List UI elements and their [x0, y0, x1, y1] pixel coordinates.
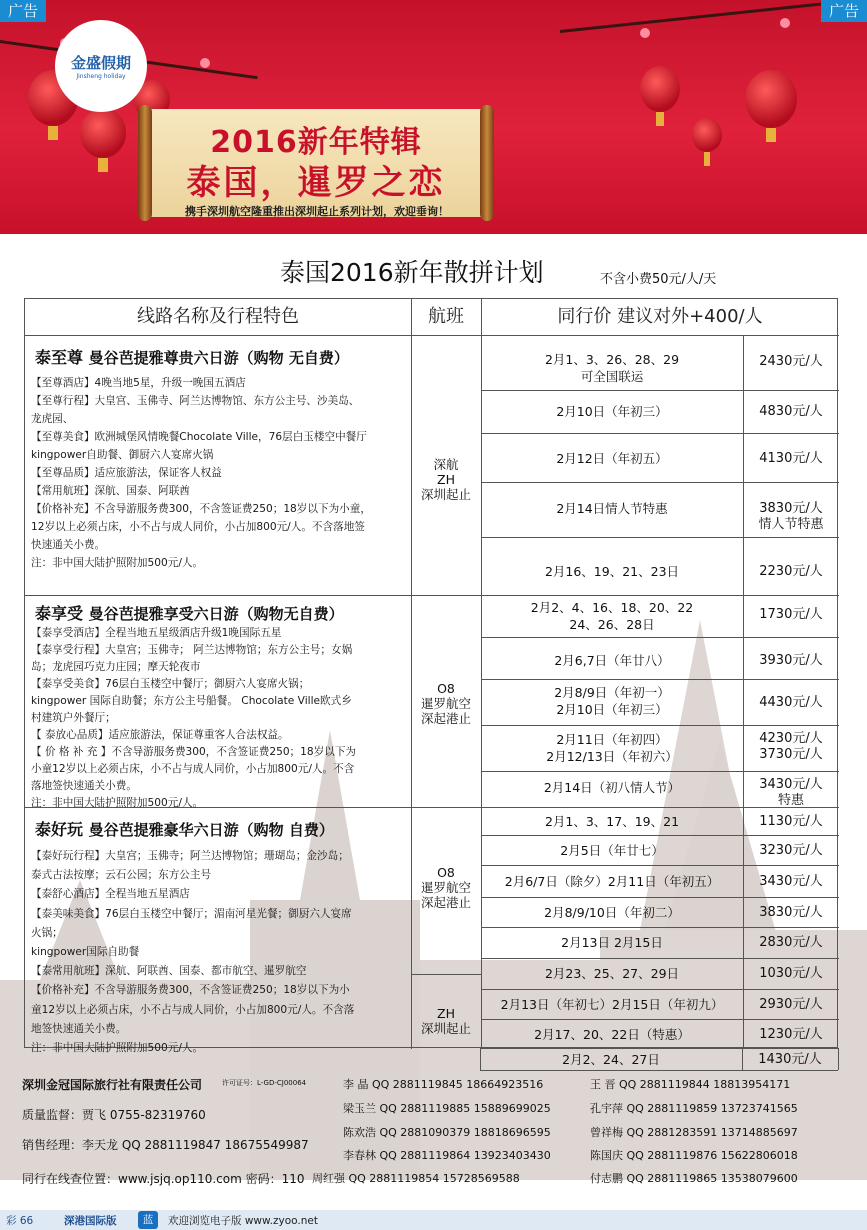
price-line: 2230元/人 — [759, 564, 823, 579]
detail-line: 小童12岁以上必须占床，小不占与成人同价，小占加800元/人。不含 — [31, 763, 355, 775]
price — [743, 653, 839, 669]
price-line: 2930元/人 — [759, 997, 823, 1012]
date-line: 可全国联运 — [580, 369, 644, 384]
detail-line: 【价格补充】不含导游服务费300，不含签证费250；18岁以下为小童， — [31, 503, 371, 515]
contact-entry: 陈欢浩 QQ 2881090379 18818696595 — [343, 1126, 551, 1139]
date-line: 2月2、4、16、18、20、22 — [530, 600, 694, 615]
blossom — [640, 28, 650, 38]
price-line: 3730元/人 — [759, 747, 823, 762]
price-line: 特惠 — [777, 793, 804, 808]
banner-title-line1: 2016新年特辑 — [210, 125, 422, 160]
price — [743, 501, 839, 533]
route-details — [31, 847, 411, 1058]
detail-line: 落地签快速通关小费。 — [31, 780, 137, 792]
departure-date — [481, 779, 743, 796]
date-line: 2月12/13日（年初六） — [546, 749, 678, 764]
flight-info-2 — [411, 1006, 481, 1036]
price — [743, 997, 839, 1013]
divider — [481, 897, 839, 898]
detail-line: 12岁以上必须占床，小不占与成人同价，小占加800元/人。不含落地签 — [31, 521, 365, 533]
departure-date — [481, 996, 743, 1013]
price — [743, 777, 839, 809]
scroll-rod-left — [138, 105, 152, 221]
contact-entry: 梁玉兰 QQ 2881119885 15889699025 — [343, 1102, 551, 1115]
flight-line: ZH — [437, 472, 455, 487]
flight-line: O8 — [437, 865, 455, 880]
header-route: 线路名称及行程特色 — [137, 306, 299, 327]
departure-date — [481, 813, 743, 830]
page-number: 彩 66 — [6, 1215, 34, 1227]
price-line: 1230元/人 — [759, 1027, 823, 1042]
scroll-rod-right — [480, 105, 494, 221]
lantern — [692, 118, 722, 152]
price — [743, 354, 839, 370]
price — [743, 607, 839, 623]
divider — [481, 771, 839, 772]
divider — [481, 637, 839, 638]
detail-line: 【常用航班】深航、国泰、阿联酋 — [31, 485, 190, 497]
detail-line: 【 价 格 补 充 】不含导游服务费300，不含签证费250；18岁以下为 — [31, 746, 357, 758]
date-line: 24、26、28日 — [569, 617, 655, 632]
divider — [838, 1048, 839, 1070]
detail-line: 【泰享受酒店】全程当地五星级酒店升级1晚国际五星 — [31, 627, 282, 639]
route-name — [35, 601, 344, 624]
detail-line: 【泰舒心酒店】全程当地五星酒店 — [31, 888, 190, 901]
route-title: 泰至尊 — [35, 348, 84, 367]
edition-badge: 蓝 — [138, 1211, 158, 1229]
header-price: 同行价 建议对外+400/人 — [557, 306, 763, 327]
detail-line: 【至尊行程】大皇宫、玉佛寺、阿兰达博物馆、东方公主号、沙美岛、 — [31, 395, 360, 407]
departure-date — [481, 599, 743, 633]
departure-date — [481, 1026, 743, 1043]
price-line: 2830元/人 — [759, 935, 823, 950]
flight-line: O8 — [437, 681, 455, 696]
date-line: 2月12日（年初五） — [556, 451, 668, 466]
contact-entry: 李春林 QQ 2881119864 13923403430 — [343, 1149, 551, 1162]
price-line: 3430元/人 — [759, 874, 823, 889]
flight-line: 深圳起止 — [420, 487, 471, 502]
route-title: 泰好玩 — [35, 820, 84, 839]
date-line: 2月10日（年初三） — [556, 404, 668, 419]
detail-line: kingpower国际自助餐 — [31, 946, 140, 959]
contact-entry: 付志鹏 QQ 2881119865 13538079600 — [590, 1172, 798, 1185]
price — [743, 404, 839, 420]
route-title: 泰享受 — [35, 604, 84, 623]
price-line: 1730元/人 — [759, 607, 823, 622]
divider — [481, 390, 839, 391]
divider — [480, 1070, 838, 1071]
divider — [481, 537, 839, 538]
detail-line: 【泰美味美食】76层白玉楼空中餐厅；湄南河星光餐；御厨六人宴席 — [31, 907, 352, 920]
price-line: 1130元/人 — [759, 814, 823, 829]
divider — [742, 1048, 743, 1070]
detail-line: 快速通关小费。 — [31, 539, 106, 551]
date-line: 2月6,7日（年廿八） — [554, 653, 670, 668]
date-line: 2月5日（年廿七） — [560, 843, 664, 858]
company-name: 深圳金冠国际旅行社有限责任公司 — [22, 1078, 203, 1092]
departure-date — [481, 652, 743, 669]
date-line: 2月1、3、26、28、29 — [544, 352, 680, 367]
sales-manager: 销售经理：李天龙 QQ 2881119847 18675549987 — [22, 1138, 309, 1152]
detail-line: 【泰常用航班】深航、阿联酋、国泰、都市航空、暹罗航空 — [31, 965, 307, 978]
departure-date — [481, 351, 743, 385]
flight-info — [411, 681, 481, 726]
departure-date — [481, 450, 743, 467]
quality-supervisor: 质量监督：贾飞 0755-82319760 — [22, 1108, 206, 1122]
contact-block — [0, 1072, 867, 1192]
divider — [25, 595, 839, 596]
route-details — [31, 374, 411, 572]
departure-date — [481, 403, 743, 420]
divider — [411, 974, 481, 975]
divider — [480, 1048, 838, 1049]
price-line: 2430元/人 — [759, 354, 823, 369]
header-flight: 航班 — [428, 306, 464, 327]
price — [743, 966, 839, 982]
divider — [481, 1019, 839, 1020]
online-query: 同行在线查位置：www.jsjq.op110.com 密码：110 — [22, 1172, 305, 1186]
price — [743, 843, 839, 859]
scroll-paper — [148, 109, 484, 217]
route-subtitle: 曼谷芭提雅尊贵六日游（购物 无自费） — [88, 349, 349, 367]
route-subtitle: 曼谷芭提雅豪华六日游（购物 自费） — [88, 821, 334, 839]
contact-entry: 王 晋 QQ 2881119844 18813954171 — [590, 1078, 791, 1091]
detail-line: 【 泰放心品质】适应旅游法，保证尊重客人合法权益。 — [31, 729, 289, 741]
divider — [411, 299, 412, 1049]
price-line: 4830元/人 — [759, 404, 823, 419]
flight-line: 深起港止 — [420, 895, 471, 910]
date-line: 2月13日 2月15日 — [561, 935, 663, 950]
logo-text: 金盛假期 — [70, 54, 131, 72]
contact-entry: 周红强 QQ 2881119854 15728569588 — [312, 1172, 520, 1185]
lantern — [80, 108, 126, 158]
price-line: 3830元/人 — [759, 905, 823, 920]
price — [743, 814, 839, 830]
flight-line: 深航 — [433, 457, 459, 472]
price-line: 4130元/人 — [759, 451, 823, 466]
contact-entry: 曾祥梅 QQ 2881283591 13714885697 — [590, 1126, 798, 1139]
detail-line: 【泰享受行程】大皇宫；玉佛寺； 阿兰达博物馆；东方公主号；女娲 — [31, 644, 353, 656]
route-name — [35, 817, 334, 840]
date-line: 2月14日情人节特惠 — [556, 501, 668, 516]
divider — [481, 482, 839, 483]
divider — [481, 725, 839, 726]
flight-info — [411, 865, 481, 910]
detail-line: 【泰好玩行程】大皇宫；玉佛寺；阿兰达博物馆；珊瑚岛；金沙岛； — [31, 850, 349, 862]
title-scroll — [138, 103, 494, 223]
lantern — [745, 70, 797, 128]
date-line: 2月8/9日（年初一） — [554, 685, 670, 700]
departure-date — [481, 873, 743, 890]
price-line: 情人节特惠 — [758, 517, 824, 532]
detail-line: 【至尊品质】适应旅游法，保证客人权益 — [31, 467, 222, 479]
plum-branch — [560, 0, 859, 33]
date-line: 2月14日（初八情人节） — [543, 780, 681, 795]
divider — [25, 335, 839, 336]
banner-tagline: 携手深圳航空隆重推出深圳起止系列计划，欢迎垂询！ — [185, 205, 449, 218]
price-line: 4230元/人 — [759, 731, 823, 746]
price-line: 3930元/人 — [759, 653, 823, 668]
detail-line: 【至尊美食】欧洲城堡风情晚餐Chocolate Ville，76层白玉楼空中餐厅 — [31, 431, 367, 443]
site-link[interactable]: 欢迎浏览电子版 www.zyoo.net — [168, 1215, 318, 1227]
price — [743, 695, 839, 711]
price — [743, 874, 839, 890]
price-line: 3830元/人 — [759, 501, 823, 516]
departure-date — [481, 563, 743, 580]
price — [743, 564, 839, 580]
date-line: 2月23、25、27、29日 — [544, 966, 680, 981]
date-line: 2月13日（年初七）2月15日（年初九） — [500, 997, 724, 1012]
ad-tag-left: 广告 — [0, 0, 46, 22]
price — [743, 731, 839, 763]
date-line: 2月2、24、27日 — [562, 1052, 660, 1067]
license-number: 许可证号：L-GD-CJ00064 — [222, 1079, 307, 1087]
divider — [481, 865, 839, 866]
divider — [481, 433, 839, 434]
departure-date — [481, 934, 743, 951]
flight-line: 暹罗航空 — [420, 696, 471, 711]
departure-date — [481, 904, 743, 921]
departure-date — [481, 965, 743, 982]
route-details — [31, 625, 411, 812]
detail-line: 龙虎园、 — [31, 413, 74, 425]
edition-name: 深港国际版 — [64, 1215, 117, 1227]
date-line: 2月10日（年初三） — [556, 702, 668, 717]
departure-date — [481, 731, 743, 765]
departure-date — [480, 1051, 742, 1068]
detail-line: 火锅； — [31, 926, 63, 939]
departure-date — [481, 842, 743, 859]
detail-line: 注：非中国大陆护照附加500元/人。 — [31, 1042, 204, 1055]
contact-entry: 孔宇萍 QQ 2881119859 13723741565 — [590, 1102, 798, 1115]
detail-line: 注：非中国大陆护照附加500元/人。 — [31, 797, 204, 809]
ad-tag-right: 广告 — [821, 0, 867, 22]
divider — [481, 989, 839, 990]
date-line: 2月8/9/10日（年初二） — [544, 905, 680, 920]
detail-line: 岛；龙虎园巧克力庄园；摩天轮夜市 — [31, 661, 201, 673]
ad-banner[interactable] — [0, 0, 867, 234]
flight-line: 深起港止 — [420, 711, 471, 726]
flight-info — [411, 457, 481, 502]
price-line: 3430元/人 — [759, 777, 823, 792]
itinerary-table — [24, 298, 838, 1055]
departure-date — [481, 684, 743, 718]
detail-line: 注：非中国大陆护照附加500元/人。 — [31, 557, 204, 569]
logo-subtext: Jinsheng holiday — [76, 73, 126, 80]
tip-note: 不含小费50元/人/天 — [600, 272, 717, 287]
price — [743, 905, 839, 921]
price-line: 1430元/人 — [758, 1052, 822, 1067]
detail-line: kingpower自助餐、御厨六人宴席火锅 — [31, 449, 214, 461]
detail-line: 泰式古法按摩；云石公园；东方公主号 — [31, 869, 212, 882]
flight-line: 深圳起止 — [420, 1021, 471, 1036]
divider — [481, 835, 839, 836]
flight-line: 暹罗航空 — [420, 880, 471, 895]
blossom — [200, 58, 210, 68]
banner-title-line2: 泰国，暹罗之恋 — [186, 163, 446, 203]
price-line: 3230元/人 — [759, 843, 823, 858]
price — [743, 935, 839, 951]
date-line: 2月16、19、21、23日 — [544, 564, 680, 579]
detail-line: 地签快速通关小费。 — [31, 1022, 127, 1035]
route-subtitle: 曼谷芭提雅享受六日游（购物无自费） — [88, 605, 344, 623]
detail-line: kingpower 国际自助餐；东方公主号船餐。 Chocolate Ville欧式乡 — [31, 695, 352, 707]
price — [743, 1027, 839, 1043]
detail-line: 童12岁以上必须占床，小不占与成人同价，小占加800元/人。不含落 — [31, 1003, 355, 1016]
brand-logo — [55, 20, 147, 112]
price-line: 1030元/人 — [759, 966, 823, 981]
divider — [481, 927, 839, 928]
divider — [480, 1048, 481, 1070]
route-name — [35, 345, 349, 368]
price — [743, 451, 839, 467]
date-line: 2月17、20、22日（特惠） — [534, 1027, 690, 1042]
departure-date — [481, 500, 743, 517]
detail-line: 【泰享受美食】76层白玉楼空中餐厅；御厨六人宴席火锅； — [31, 678, 310, 690]
price — [742, 1052, 838, 1068]
blossom — [780, 18, 790, 28]
divider — [481, 679, 839, 680]
divider — [481, 958, 839, 959]
lantern — [640, 66, 680, 112]
date-line: 2月6/7日（除夕）2月11日（年初五） — [504, 874, 720, 889]
detail-line: 【价格补充】不含导游服务费300，不含签证费250；18岁以下为小 — [31, 984, 350, 997]
detail-line: 【至尊酒店】4晚当地5星，升级一晚国五酒店 — [31, 377, 246, 389]
flight-line: ZH — [437, 1006, 455, 1021]
contact-entry: 李 晶 QQ 2881119845 18664923516 — [343, 1078, 544, 1091]
detail-line: 村建筑户外餐厅； — [31, 712, 116, 724]
page-title: 泰国2016新年散拼计划 — [280, 258, 544, 287]
page-footer-bar — [0, 1210, 867, 1230]
date-line: 2月1、3、17、19、21 — [544, 814, 680, 829]
contact-entry: 陈国庆 QQ 2881119876 15622806018 — [590, 1149, 798, 1162]
price-line: 4430元/人 — [759, 695, 823, 710]
date-line: 2月11日（年初四） — [556, 732, 668, 747]
